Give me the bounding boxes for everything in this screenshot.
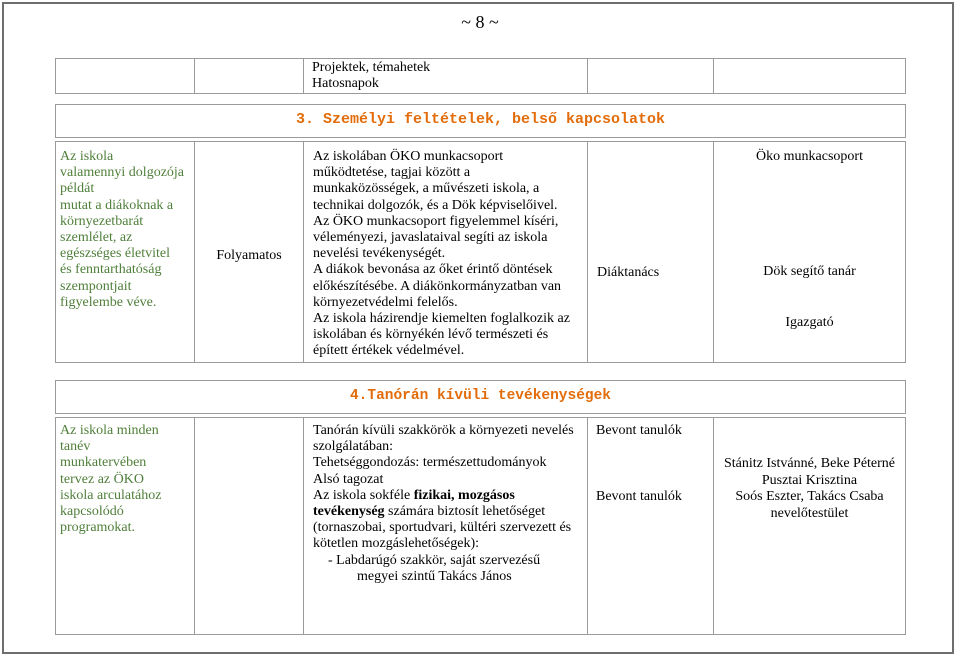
s3-responsible-line-3: Igazgató xyxy=(785,315,834,330)
s4-sport-bold-1: fizikai, mozgásos xyxy=(413,487,515,503)
s4-responsible-1-line-1: Stánitz Istvánné, Beke Péterné xyxy=(723,456,896,471)
s4-participants-2: Bevont tanulók xyxy=(596,489,682,504)
top-row-timing-cell xyxy=(194,58,304,94)
top-row-responsible-cell xyxy=(713,58,906,94)
s4-sport-text-2: számára biztosít lehetőséget xyxy=(384,504,546,520)
s4-goal-line-1: Az iskola minden xyxy=(60,423,159,438)
top-row-line-1: Projektek, témahetek xyxy=(312,60,431,75)
s4-sport-line-4: kötetlen mozgáslehetőségek): xyxy=(313,536,479,552)
section-3-responsible-cell xyxy=(713,141,906,363)
s3-goal-line-4: mutat a diákoknak a xyxy=(60,197,174,213)
section-4-heading: 4.Tanórán kívüli tevékenységek xyxy=(55,380,906,414)
s3-task-line-1: Az iskolában ÖKO munkacsoport xyxy=(313,149,504,164)
s3-task-line-2: működtetése, tagjai között a xyxy=(313,165,471,181)
s3-goal-line-2: valamennyi dolgozója xyxy=(60,165,185,181)
s3-task-line-7: nevelési tevékenységét. xyxy=(313,246,446,262)
s3-goal-line-9: szempontjait xyxy=(60,278,132,294)
top-row-goal-cell xyxy=(55,58,195,94)
section-4-task-cell xyxy=(303,417,588,635)
s3-goal-line-1: Az iskola xyxy=(60,149,114,164)
s4-responsible-1-line-2: Pusztai Krisztina xyxy=(761,473,858,488)
s4-responsible-2-line-2: nevelőtestület xyxy=(770,506,849,521)
section-4-participants-cell xyxy=(587,417,714,635)
s3-task-line-4: technikai dolgozók, és a Dök képviselőivel. xyxy=(313,197,558,213)
s4-sport-line-2 xyxy=(313,504,583,520)
s3-task-line-8: A diákok bevonása az őket érintő döntések xyxy=(313,262,553,278)
page-number: ~ 8 ~ xyxy=(461,12,499,32)
section-4-goal-cell xyxy=(55,417,195,635)
s4-goal-line-6: kapcsolódó xyxy=(60,504,124,520)
s4-sport-bullet-1: - Labdarúgó szakkör, saját szervezésű xyxy=(328,552,541,568)
s4-sport-line-1 xyxy=(313,488,583,504)
s3-task-line-5: Az ÖKO munkacsoport figyelemmel kíséri, xyxy=(313,213,559,229)
section-3-timing-cell xyxy=(194,141,304,363)
s4-task-line-3: Tehetséggondozás: természettudományok xyxy=(313,455,547,471)
s4-goal-line-2: tanév xyxy=(60,439,91,455)
s3-goal-line-7: egészséges életvitel xyxy=(60,246,171,262)
s4-sport-bold-2: tevékenység xyxy=(313,504,385,520)
s4-task-line-2: szolgálatában: xyxy=(313,439,394,455)
s3-goal-line-5: környezetbarát xyxy=(60,213,144,229)
section-3-heading: 3. Személyi feltételek, belső kapcsolatok xyxy=(55,104,906,138)
s3-goal-line-10: figyelembe véve. xyxy=(60,294,157,310)
s4-sport-line-3: (tornaszobai, sportudvari, kültéri szervezett és xyxy=(313,520,572,536)
s3-task-line-6: véleményezi, javaslataival segíti az iskola xyxy=(313,230,548,246)
s3-task-line-11: Az iskola házirendje kiemelten foglalkozik az xyxy=(313,311,570,327)
section-3-goal-cell xyxy=(55,141,195,363)
section-3-participants-cell xyxy=(587,141,714,363)
s3-responsible-line-1: Öko munkacsoport xyxy=(756,149,863,164)
s3-goal-line-8: és fenntarthatóság xyxy=(60,262,162,278)
top-row-line-2: Hatosnapok xyxy=(312,76,379,92)
s4-participants-1: Bevont tanulók xyxy=(596,423,682,438)
s4-task-line-1: Tanórán kívüli szakkörök a környezeti nevelés xyxy=(313,423,574,438)
s3-goal-line-6: szemlélet, az xyxy=(60,230,133,246)
s3-responsible-line-2: Dök segítő tanár xyxy=(763,264,856,279)
s3-timing: Folyamatos xyxy=(216,248,282,263)
s4-sport-bullet-2: megyei szintű Takács János xyxy=(357,568,512,584)
s3-task-line-13: épített értékek védelmével. xyxy=(313,343,465,359)
s4-responsible-2-line-1: Soós Eszter, Takács Csaba xyxy=(735,489,884,504)
s3-task-line-12: iskolában és környékén lévő természeti és xyxy=(313,327,549,343)
s4-sport-text-1: Az iskola sokféle xyxy=(313,487,414,503)
top-row-task-cell xyxy=(303,58,588,94)
section-4-responsible-cell xyxy=(713,417,906,635)
s3-goal-line-3: példát xyxy=(60,181,95,197)
s3-task-line-3: munkaközösségek, a művészeti iskola, a xyxy=(313,181,540,197)
s4-task-line-4: Alsó tagozat xyxy=(313,471,384,487)
section-3-task-cell xyxy=(303,141,588,363)
s3-task-line-9: előkészítésébe. A diákönkormányzatban van xyxy=(313,278,562,294)
s4-goal-line-4: tervez az ÖKO xyxy=(60,471,144,487)
s4-goal-line-7: programokat. xyxy=(60,520,136,536)
section-4-timing-cell xyxy=(194,417,304,635)
s4-goal-line-3: munkatervében xyxy=(60,455,147,471)
top-row-participants-cell xyxy=(587,58,714,94)
s3-task-line-10: környezetvédelmi felelős. xyxy=(313,294,458,310)
s3-participants: Diáktanács xyxy=(597,265,660,280)
s4-goal-line-5: iskola arculatához xyxy=(60,487,162,503)
